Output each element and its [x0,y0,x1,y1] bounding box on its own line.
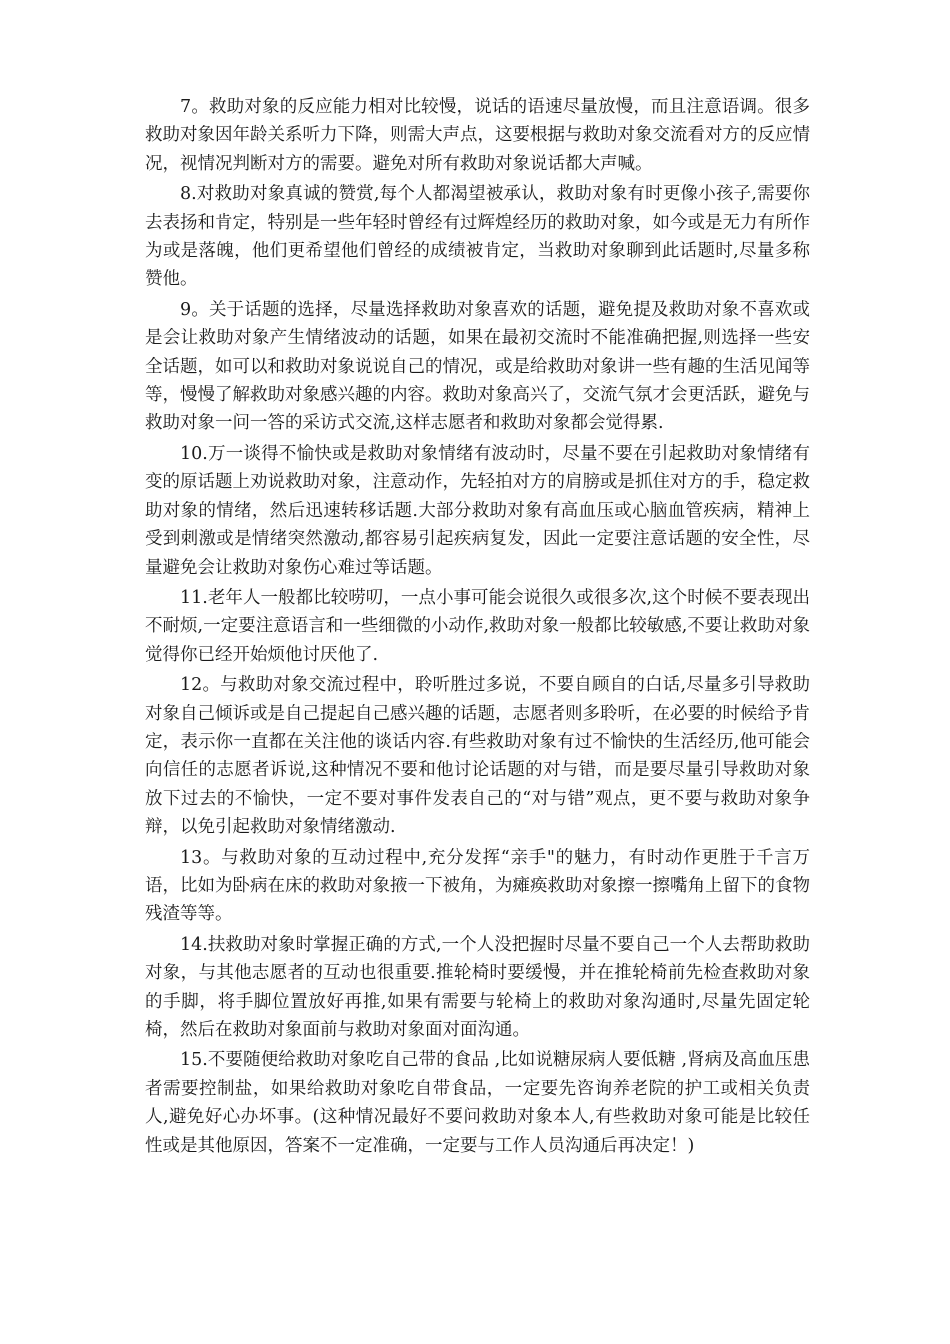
paragraph-11: 11.老年人一般都比较唠叨，一点小事可能会说很久或很多次,这个时候不要表现出不耐烦,一定要注意语言和一些细微的小动作,救助对象一般都比较敏感,不要让救助对象觉得你已经开始烦他讨厌他了. [145,587,810,665]
paragraph-7: 7。救助对象的反应能力相对比较慢，说话的语速尽量放慢，而且注意语调。很多救助对象因年龄关系听力下降，则需大声点，这要根据与救助对象交流看对方的反应情况，视情况判断对方的需要。避免对所有救助对象说话都大声喊。 [145,97,810,174]
document-body [145,93,810,1162]
paragraph-13: 13。与救助对象的互动过程中,充分发挥“亲手"的魅力，有时动作更胜于千言万语，比如为卧病在床的救助对象掖一下被角，为瘫痪救助对象擦一擦嘴角上留下的食物残渣等等。 [145,847,810,925]
paragraph-10: 10.万一谈得不愉快或是救助对象情绪有波动时，尽量不要在引起救助对象情绪有变的原话题上劝说救助对象，注意动作，先轻拍对方的肩膀或是抓住对方的手，稳定救助对象的情绪，然后迅速转移话题.大部分救助对象有高血压或心脑血管疾病，精神上受到刺激或是情绪突然激动,都容易引起疾病复发，因此一定要注意话题的安全性，尽量避免会让救助对象伤心难过等话题。 [145,443,810,578]
paragraph-12: 12。与救助对象交流过程中，聆听胜过多说，不要自顾自的白话,尽量多引导救助对象自己倾诉或是自己提起自己感兴趣的话题，志愿者则多聆听，在必要的时候给予肯定，表示你一直都在关注他的谈话内容.有些救助对象有过不愉快的生活经历,他可能会向信任的志愿者诉说,这种情况不要和他讨论话题的对与错，而是要尽量引导救助对象放下过去的不愉快，一定不要对事件发表自己的“对与错”观点，更不要与救助对象争辩，以免引起救助对象情绪激动. [145,675,810,838]
paragraph-14: 14.扶救助对象时掌握正确的方式,一个人没把握时尽量不要自己一个人去帮助救助对象，与其他志愿者的互动也很重要.推轮椅时要缓慢，并在推轮椅前先检查救助对象的手脚，将手脚位置放好再推,如果有需要与轮椅上的救助对象沟通时,尽量先固定轮椅，然后在救助对象面前与救助对象面对面沟通。 [145,934,810,1040]
paragraph-15: 15.不要随便给救助对象吃自己带的食品 ,比如说糖尿病人要低糖 ,肾病及高血压患者需要控制盐，如果给救助对象吃自带食品，一定要先咨询养老院的护工或相关负责人,避免好心办坏事。(这种情况最好不要问救助对象本人,有些救助对象可能是比较任性或是其他原因，答案不一定准确，一定要与工作人员沟通后再决定！) [145,1050,810,1156]
paragraph-8: 8.对救助对象真诚的赞赏,每个人都渴望被承认，救助对象有时更像小孩子,需要你去表扬和肯定，特别是一些年轻时曾经有过辉煌经历的救助对象，如今或是无力有所作为或是落魄，他们更希望他们曾经的成绩被肯定，当救助对象聊到此话题时,尽量多称赞他。 [145,184,810,290]
paragraph-9: 9。关于话题的选择，尽量选择救助对象喜欢的话题，避免提及救助对象不喜欢或是会让救助对象产生情绪波动的话题，如果在最初交流时不能准确把握,则选择一些安全话题，如可以和救助对象说说自己的情况，或是给救助对象讲一些有趣的生活见闻等等，慢慢了解救助对象感兴趣的内容。救助对象高兴了，交流气氛才会更活跃，避免与救助对象一问一答的采访式交流,这样志愿者和救助对象都会觉得累. [145,299,810,434]
